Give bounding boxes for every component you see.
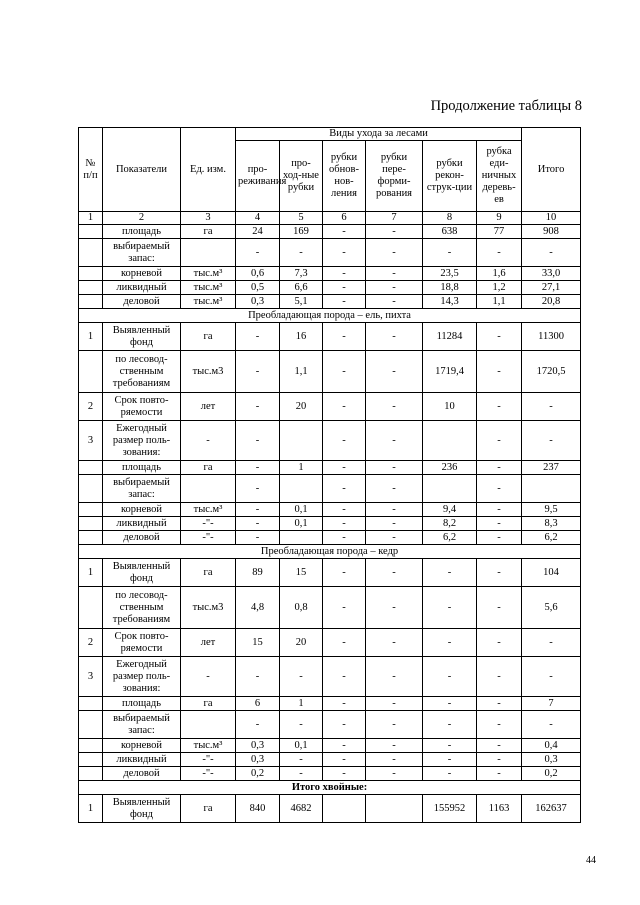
row-value: 0,1 bbox=[280, 503, 323, 517]
row-indicator: ликвидный bbox=[103, 753, 181, 767]
row-value: - bbox=[280, 753, 323, 767]
row-value: - bbox=[366, 461, 423, 475]
header-total: Итого bbox=[522, 128, 581, 212]
table-row bbox=[79, 657, 581, 697]
row-num bbox=[79, 225, 103, 239]
row-unit: тыс.м3 bbox=[181, 351, 236, 393]
row-value: - bbox=[366, 559, 423, 587]
row-unit: га bbox=[181, 323, 236, 351]
table-row bbox=[79, 281, 581, 295]
row-value: 24 bbox=[236, 225, 280, 239]
row-value: 0,3 bbox=[522, 753, 581, 767]
row-value: - bbox=[236, 461, 280, 475]
row-value: 15 bbox=[236, 629, 280, 657]
row-value: - bbox=[323, 587, 366, 629]
row-value: - bbox=[477, 351, 522, 393]
row-value: - bbox=[366, 225, 423, 239]
row-value: - bbox=[477, 711, 522, 739]
row-value: - bbox=[423, 767, 477, 781]
header-indicator: Показатели bbox=[103, 128, 181, 212]
row-num bbox=[79, 503, 103, 517]
row-value: 0,6 bbox=[236, 267, 280, 281]
row-indicator: Выявленный фонд bbox=[103, 795, 181, 823]
row-value: 236 bbox=[423, 461, 477, 475]
header-unit: Ед. изм. bbox=[181, 128, 236, 212]
row-num bbox=[79, 531, 103, 545]
row-value: 4,8 bbox=[236, 587, 280, 629]
row-unit: -"- bbox=[181, 517, 236, 531]
header-group: Виды ухода за лесами bbox=[236, 128, 522, 141]
row-value: 0,3 bbox=[236, 739, 280, 753]
row-value: 27,1 bbox=[522, 281, 581, 295]
row-indicator: площадь bbox=[103, 461, 181, 475]
row-unit: лет bbox=[181, 629, 236, 657]
row-value: - bbox=[280, 767, 323, 781]
row-indicator: Выявленный фонд bbox=[103, 323, 181, 351]
row-value: - bbox=[323, 351, 366, 393]
row-value: 20 bbox=[280, 629, 323, 657]
row-value: - bbox=[366, 739, 423, 753]
row-value: 11284 bbox=[423, 323, 477, 351]
table-row bbox=[79, 239, 581, 267]
row-value: 11300 bbox=[522, 323, 581, 351]
row-value: - bbox=[323, 711, 366, 739]
col-number: 9 bbox=[477, 212, 522, 225]
row-value: - bbox=[236, 421, 280, 461]
row-value: - bbox=[366, 753, 423, 767]
row-value bbox=[323, 795, 366, 823]
row-unit: тыс.м³ bbox=[181, 281, 236, 295]
row-value: - bbox=[236, 531, 280, 545]
row-indicator: ликвидный bbox=[103, 517, 181, 531]
row-unit: га bbox=[181, 461, 236, 475]
col-number: 1 bbox=[79, 212, 103, 225]
row-value bbox=[366, 795, 423, 823]
row-value: 162637 bbox=[522, 795, 581, 823]
col-number: 5 bbox=[280, 212, 323, 225]
table-row bbox=[79, 753, 581, 767]
row-value: 1,2 bbox=[477, 281, 522, 295]
row-value: - bbox=[323, 421, 366, 461]
row-value: - bbox=[423, 629, 477, 657]
row-num bbox=[79, 461, 103, 475]
row-value: 0,3 bbox=[236, 753, 280, 767]
row-value: 169 bbox=[280, 225, 323, 239]
row-value: - bbox=[236, 517, 280, 531]
section-title: Итого хвойные: bbox=[79, 781, 581, 795]
header-type-renewal: рубки обнов-нов-ления bbox=[323, 141, 366, 212]
row-value: 155952 bbox=[423, 795, 477, 823]
row-value: 6,6 bbox=[280, 281, 323, 295]
table-row bbox=[79, 323, 581, 351]
row-value: - bbox=[522, 711, 581, 739]
table-row bbox=[79, 393, 581, 421]
row-indicator: площадь bbox=[103, 225, 181, 239]
row-value: 6,2 bbox=[423, 531, 477, 545]
table-row bbox=[79, 587, 581, 629]
row-value: 15 bbox=[280, 559, 323, 587]
row-value: - bbox=[366, 711, 423, 739]
row-indicator: деловой bbox=[103, 531, 181, 545]
row-indicator: Выявленный фонд bbox=[103, 559, 181, 587]
row-num: 2 bbox=[79, 393, 103, 421]
row-value: - bbox=[477, 697, 522, 711]
row-value: - bbox=[236, 323, 280, 351]
row-indicator: по лесовод-ственным требованиям bbox=[103, 351, 181, 393]
table-row bbox=[79, 503, 581, 517]
row-num: 1 bbox=[79, 559, 103, 587]
row-value: - bbox=[366, 503, 423, 517]
row-value: - bbox=[323, 323, 366, 351]
forest-care-table bbox=[78, 127, 581, 823]
row-value bbox=[280, 475, 323, 503]
row-value: - bbox=[323, 475, 366, 503]
row-value: - bbox=[323, 753, 366, 767]
row-value: 1,6 bbox=[477, 267, 522, 281]
row-value: - bbox=[236, 393, 280, 421]
row-value: 7,3 bbox=[280, 267, 323, 281]
row-indicator: деловой bbox=[103, 295, 181, 309]
row-value: 237 bbox=[522, 461, 581, 475]
row-value: - bbox=[323, 657, 366, 697]
row-value: - bbox=[366, 767, 423, 781]
row-value: - bbox=[522, 629, 581, 657]
row-value: - bbox=[323, 461, 366, 475]
header-num: № п/п bbox=[79, 128, 103, 212]
table-row bbox=[79, 531, 581, 545]
row-indicator: площадь bbox=[103, 697, 181, 711]
row-num bbox=[79, 239, 103, 267]
row-value: - bbox=[366, 531, 423, 545]
row-value: 0,5 bbox=[236, 281, 280, 295]
row-unit: га bbox=[181, 795, 236, 823]
row-value: 0,2 bbox=[236, 767, 280, 781]
row-indicator: по лесовод-ственным требованиям bbox=[103, 587, 181, 629]
row-indicator: выбираемый запас: bbox=[103, 239, 181, 267]
table-row bbox=[79, 767, 581, 781]
row-num bbox=[79, 267, 103, 281]
row-value: - bbox=[323, 517, 366, 531]
table-row bbox=[79, 711, 581, 739]
row-indicator: ликвидный bbox=[103, 281, 181, 295]
row-unit bbox=[181, 711, 236, 739]
row-indicator: деловой bbox=[103, 767, 181, 781]
row-value: 0,1 bbox=[280, 517, 323, 531]
row-value: - bbox=[366, 587, 423, 629]
row-value: 104 bbox=[522, 559, 581, 587]
table-row bbox=[79, 351, 581, 393]
table-caption: Продолжение таблицы 8 bbox=[430, 98, 582, 114]
row-unit: тыс.м³ bbox=[181, 503, 236, 517]
row-num bbox=[79, 587, 103, 629]
row-value: - bbox=[323, 503, 366, 517]
row-value: - bbox=[522, 421, 581, 461]
row-value: - bbox=[236, 503, 280, 517]
row-value: 0,2 bbox=[522, 767, 581, 781]
row-unit bbox=[181, 239, 236, 267]
row-value: 14,3 bbox=[423, 295, 477, 309]
row-value: - bbox=[477, 767, 522, 781]
row-indicator: выбираемый запас: bbox=[103, 475, 181, 503]
row-indicator: корневой bbox=[103, 503, 181, 517]
row-indicator: выбираемый запас: bbox=[103, 711, 181, 739]
row-value: 0,8 bbox=[280, 587, 323, 629]
row-unit: лет bbox=[181, 393, 236, 421]
row-value: - bbox=[323, 531, 366, 545]
row-indicator: Срок повто-ряемости bbox=[103, 629, 181, 657]
row-value: 638 bbox=[423, 225, 477, 239]
row-value: 5,1 bbox=[280, 295, 323, 309]
col-number: 3 bbox=[181, 212, 236, 225]
row-value: 9,5 bbox=[522, 503, 581, 517]
row-value: 1,1 bbox=[477, 295, 522, 309]
row-indicator: корневой bbox=[103, 739, 181, 753]
row-value: - bbox=[477, 503, 522, 517]
row-value: - bbox=[366, 517, 423, 531]
row-value: - bbox=[323, 767, 366, 781]
row-num bbox=[79, 517, 103, 531]
row-value: 1 bbox=[280, 461, 323, 475]
row-value: - bbox=[280, 239, 323, 267]
row-value: 18,8 bbox=[423, 281, 477, 295]
col-number: 10 bbox=[522, 212, 581, 225]
row-value: - bbox=[366, 393, 423, 421]
row-value: - bbox=[477, 475, 522, 503]
col-number: 4 bbox=[236, 212, 280, 225]
row-num bbox=[79, 351, 103, 393]
row-value: - bbox=[366, 239, 423, 267]
row-unit: тыс.м³ bbox=[181, 267, 236, 281]
row-value: - bbox=[423, 587, 477, 629]
row-value: - bbox=[477, 559, 522, 587]
row-value: - bbox=[323, 225, 366, 239]
row-value: - bbox=[423, 739, 477, 753]
row-unit bbox=[181, 475, 236, 503]
row-num: 1 bbox=[79, 323, 103, 351]
row-value: - bbox=[522, 239, 581, 267]
row-value: - bbox=[236, 351, 280, 393]
row-value: - bbox=[366, 421, 423, 461]
row-value: - bbox=[423, 711, 477, 739]
table-row bbox=[79, 461, 581, 475]
table-row bbox=[79, 421, 581, 461]
row-value: - bbox=[477, 239, 522, 267]
row-value: - bbox=[477, 753, 522, 767]
row-unit: тыс.м3 bbox=[181, 587, 236, 629]
row-value: 1719,4 bbox=[423, 351, 477, 393]
table-row bbox=[79, 559, 581, 587]
row-value: - bbox=[323, 739, 366, 753]
row-num bbox=[79, 281, 103, 295]
row-value: - bbox=[477, 629, 522, 657]
row-value bbox=[522, 475, 581, 503]
row-num bbox=[79, 767, 103, 781]
row-value: 6 bbox=[236, 697, 280, 711]
table-row bbox=[79, 225, 581, 239]
table-row bbox=[79, 795, 581, 823]
row-value: - bbox=[280, 657, 323, 697]
table-row bbox=[79, 475, 581, 503]
row-value: 0,4 bbox=[522, 739, 581, 753]
row-value: - bbox=[236, 711, 280, 739]
row-value: 9,4 bbox=[423, 503, 477, 517]
row-num bbox=[79, 697, 103, 711]
row-value: - bbox=[522, 393, 581, 421]
row-value: - bbox=[323, 559, 366, 587]
row-value bbox=[280, 531, 323, 545]
table-row bbox=[79, 629, 581, 657]
row-indicator: Срок повто-ряемости bbox=[103, 393, 181, 421]
row-unit: га bbox=[181, 559, 236, 587]
header-type-single-tree: рубка еди-ничных деревь-ев bbox=[477, 141, 522, 212]
row-num: 3 bbox=[79, 421, 103, 461]
row-indicator: корневой bbox=[103, 267, 181, 281]
header-type-pass-cut: про-ход-ные рубки bbox=[280, 141, 323, 212]
col-number: 2 bbox=[103, 212, 181, 225]
row-value: - bbox=[477, 323, 522, 351]
row-unit: га bbox=[181, 225, 236, 239]
row-num bbox=[79, 711, 103, 739]
row-value: - bbox=[522, 657, 581, 697]
row-value: - bbox=[477, 587, 522, 629]
row-value: 8,2 bbox=[423, 517, 477, 531]
row-value: 77 bbox=[477, 225, 522, 239]
row-value: - bbox=[477, 657, 522, 697]
row-value: 4682 bbox=[280, 795, 323, 823]
table-row bbox=[79, 697, 581, 711]
row-value: - bbox=[477, 393, 522, 421]
row-indicator: Ежегодный размер поль-зования: bbox=[103, 657, 181, 697]
row-value: - bbox=[366, 475, 423, 503]
row-value: - bbox=[323, 295, 366, 309]
row-value: - bbox=[366, 267, 423, 281]
row-value: - bbox=[366, 351, 423, 393]
col-number: 7 bbox=[366, 212, 423, 225]
row-value: 89 bbox=[236, 559, 280, 587]
row-unit: -"- bbox=[181, 767, 236, 781]
row-value: 1720,5 bbox=[522, 351, 581, 393]
column-number-row bbox=[79, 212, 581, 225]
row-value: - bbox=[236, 657, 280, 697]
table-row bbox=[79, 739, 581, 753]
header-type-reconstruction: рубки рекон-струк-ции bbox=[423, 141, 477, 212]
row-unit: га bbox=[181, 697, 236, 711]
row-value: - bbox=[366, 657, 423, 697]
row-unit: -"- bbox=[181, 531, 236, 545]
row-value: - bbox=[366, 697, 423, 711]
table-row bbox=[79, 295, 581, 309]
row-value: - bbox=[323, 239, 366, 267]
row-value: - bbox=[477, 517, 522, 531]
row-value: - bbox=[323, 629, 366, 657]
row-value: - bbox=[323, 393, 366, 421]
row-value: 8,3 bbox=[522, 517, 581, 531]
row-unit: тыс.м³ bbox=[181, 739, 236, 753]
row-num bbox=[79, 475, 103, 503]
row-value: 10 bbox=[423, 393, 477, 421]
row-num bbox=[79, 753, 103, 767]
header-type-reforming: рубки пере-форми-рования bbox=[366, 141, 423, 212]
row-unit: - bbox=[181, 657, 236, 697]
row-value: - bbox=[423, 559, 477, 587]
row-value: 23,5 bbox=[423, 267, 477, 281]
row-value: 0,1 bbox=[280, 739, 323, 753]
row-value: - bbox=[366, 323, 423, 351]
row-num: 1 bbox=[79, 795, 103, 823]
row-value: 20 bbox=[280, 393, 323, 421]
row-value: 908 bbox=[522, 225, 581, 239]
row-value bbox=[423, 475, 477, 503]
row-num bbox=[79, 739, 103, 753]
section-row bbox=[79, 781, 581, 795]
row-value: - bbox=[366, 281, 423, 295]
table-body bbox=[79, 225, 581, 823]
row-value: - bbox=[423, 239, 477, 267]
page-number: 44 bbox=[586, 855, 596, 866]
table-row bbox=[79, 517, 581, 531]
row-value: 840 bbox=[236, 795, 280, 823]
row-value: 33,0 bbox=[522, 267, 581, 281]
row-value: - bbox=[236, 475, 280, 503]
row-value: - bbox=[323, 697, 366, 711]
row-value: 6,2 bbox=[522, 531, 581, 545]
row-value: 1 bbox=[280, 697, 323, 711]
table-row bbox=[79, 267, 581, 281]
row-value: - bbox=[323, 281, 366, 295]
row-value: - bbox=[477, 531, 522, 545]
row-value: - bbox=[323, 267, 366, 281]
row-num bbox=[79, 295, 103, 309]
col-number: 6 bbox=[323, 212, 366, 225]
row-indicator: Ежегодный размер поль-зования: bbox=[103, 421, 181, 461]
row-value: - bbox=[366, 295, 423, 309]
row-num: 3 bbox=[79, 657, 103, 697]
row-value: - bbox=[477, 461, 522, 475]
row-value: - bbox=[423, 657, 477, 697]
section-row bbox=[79, 545, 581, 559]
row-value: - bbox=[423, 697, 477, 711]
row-value bbox=[280, 421, 323, 461]
row-value: - bbox=[477, 421, 522, 461]
section-row bbox=[79, 309, 581, 323]
row-value bbox=[423, 421, 477, 461]
row-value: 0,3 bbox=[236, 295, 280, 309]
row-value: 16 bbox=[280, 323, 323, 351]
col-number: 8 bbox=[423, 212, 477, 225]
row-value: 7 bbox=[522, 697, 581, 711]
section-title: Преобладающая порода – ель, пихта bbox=[79, 309, 581, 323]
row-value: 1,1 bbox=[280, 351, 323, 393]
row-value: 5,6 bbox=[522, 587, 581, 629]
row-value: - bbox=[236, 239, 280, 267]
row-value: - bbox=[423, 753, 477, 767]
header-type-thinning: про-реживания bbox=[236, 141, 280, 212]
row-value: - bbox=[477, 739, 522, 753]
row-value: 1163 bbox=[477, 795, 522, 823]
row-value: - bbox=[366, 629, 423, 657]
row-value: 20,8 bbox=[522, 295, 581, 309]
row-unit: -"- bbox=[181, 753, 236, 767]
section-title: Преобладающая порода – кедр bbox=[79, 545, 581, 559]
row-num: 2 bbox=[79, 629, 103, 657]
row-unit: - bbox=[181, 421, 236, 461]
row-unit: тыс.м³ bbox=[181, 295, 236, 309]
row-value: - bbox=[280, 711, 323, 739]
